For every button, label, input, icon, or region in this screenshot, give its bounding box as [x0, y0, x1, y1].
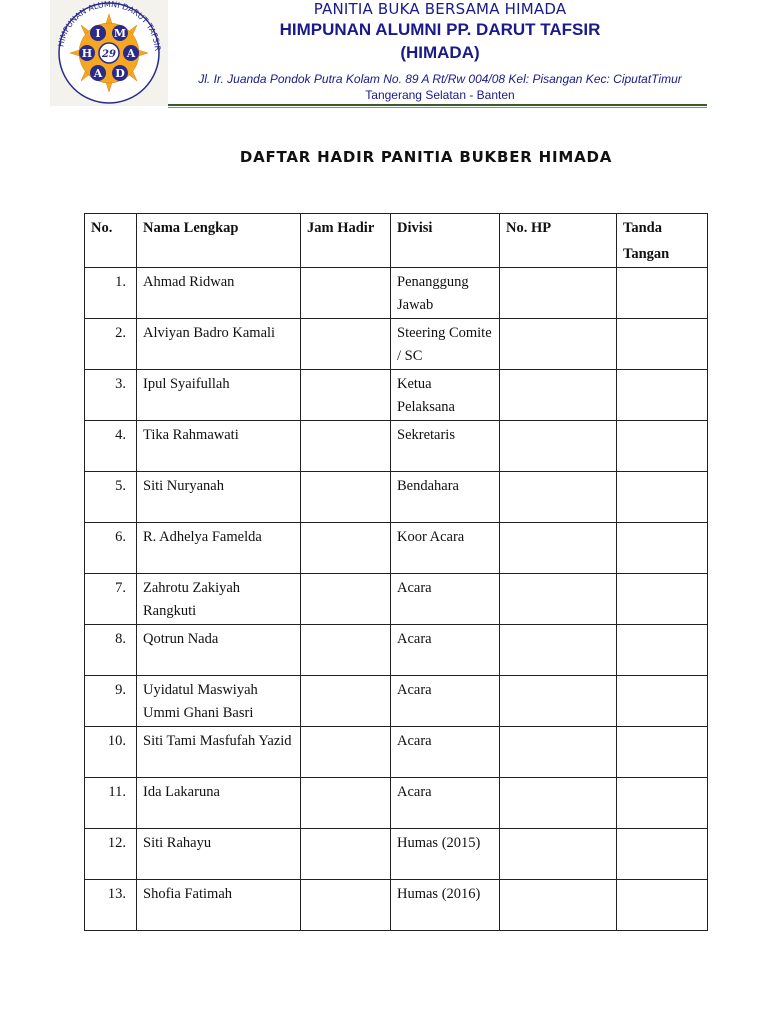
- cell-phone[interactable]: [500, 421, 617, 472]
- cell-no: 5.: [85, 472, 137, 523]
- logo-letter: A: [93, 67, 103, 80]
- cell-division: Ketua Pelaksana: [391, 370, 500, 421]
- cell-name: Uyidatul Maswiyah Ummi Ghani Basri: [137, 676, 301, 727]
- cell-signature[interactable]: [617, 523, 708, 574]
- logo-center-number: 29: [102, 49, 116, 60]
- table-row: [85, 727, 708, 778]
- cell-no: 4.: [85, 421, 137, 472]
- organization-abbreviation: (HIMADA): [400, 43, 480, 62]
- cell-name: R. Adhelya Famelda: [137, 523, 301, 574]
- header-signature: [617, 214, 708, 268]
- cell-phone[interactable]: [500, 829, 617, 880]
- cell-signature[interactable]: [617, 778, 708, 829]
- cell-time[interactable]: [301, 319, 391, 370]
- cell-division: Steering Comite / SC: [391, 319, 500, 370]
- cell-signature[interactable]: [617, 319, 708, 370]
- cell-time[interactable]: [301, 370, 391, 421]
- cell-name: Qotrun Nada: [137, 625, 301, 676]
- attendance-table: [84, 213, 708, 931]
- cell-signature[interactable]: [617, 727, 708, 778]
- table-row: [85, 523, 708, 574]
- cell-name: Ahmad Ridwan: [137, 268, 301, 319]
- cell-phone[interactable]: [500, 472, 617, 523]
- cell-phone[interactable]: [500, 778, 617, 829]
- logo-letter: A: [126, 47, 136, 60]
- cell-phone[interactable]: [500, 880, 617, 931]
- table-row: [85, 472, 708, 523]
- cell-no: 12.: [85, 829, 137, 880]
- cell-phone[interactable]: [500, 676, 617, 727]
- cell-division: Acara: [391, 676, 500, 727]
- cell-name: Ipul Syaifullah: [137, 370, 301, 421]
- cell-division: Humas (2015): [391, 829, 500, 880]
- header-name: Nama Lengkap: [137, 214, 301, 268]
- cell-no: 11.: [85, 778, 137, 829]
- cell-no: 8.: [85, 625, 137, 676]
- table-row: [85, 880, 708, 931]
- cell-name: Siti Nuryanah: [137, 472, 301, 523]
- cell-time[interactable]: [301, 523, 391, 574]
- cell-no: 13.: [85, 880, 137, 931]
- header-division: Divisi: [391, 214, 500, 268]
- header-no: No.: [85, 214, 137, 268]
- cell-name: Ida Lakaruna: [137, 778, 301, 829]
- table-row: [85, 319, 708, 370]
- cell-time[interactable]: [301, 268, 391, 319]
- address-line-1: Jl. Ir. Juanda Pondok Putra Kolam No. 89 A Rt/Rw 004/08 Kel: Pisangan Kec: CiputatTimur: [198, 72, 682, 86]
- cell-name: Tika Rahmawati: [137, 421, 301, 472]
- cell-phone[interactable]: [500, 319, 617, 370]
- cell-phone[interactable]: [500, 523, 617, 574]
- cell-division: Humas (2016): [391, 880, 500, 931]
- table-row: [85, 625, 708, 676]
- header-time: Jam Hadir: [301, 214, 391, 268]
- letterhead-divider-thin: [168, 107, 707, 108]
- cell-phone[interactable]: [500, 268, 617, 319]
- cell-no: 3.: [85, 370, 137, 421]
- cell-no: 6.: [85, 523, 137, 574]
- cell-signature[interactable]: [617, 880, 708, 931]
- committee-name: PANITIA BUKA BERSAMA HIMADA: [313, 0, 567, 18]
- cell-time[interactable]: [301, 829, 391, 880]
- cell-time[interactable]: [301, 574, 391, 625]
- table-header-row: [85, 214, 708, 268]
- header-phone: No. HP: [500, 214, 617, 268]
- cell-division: Koor Acara: [391, 523, 500, 574]
- document-title: DAFTAR HADIR PANITIA BUKBER HIMADA: [239, 148, 613, 166]
- cell-signature[interactable]: [617, 625, 708, 676]
- cell-division: Acara: [391, 625, 500, 676]
- cell-no: 9.: [85, 676, 137, 727]
- table-row: [85, 268, 708, 319]
- logo-letter: D: [115, 67, 125, 80]
- table-row: [85, 421, 708, 472]
- table-row: [85, 778, 708, 829]
- logo-letter: H: [81, 47, 93, 60]
- cell-division: Acara: [391, 727, 500, 778]
- cell-phone[interactable]: [500, 625, 617, 676]
- header-signature-line2: Tangan: [623, 246, 670, 262]
- cell-division: Bendahara: [391, 472, 500, 523]
- cell-time[interactable]: [301, 778, 391, 829]
- cell-no: 2.: [85, 319, 137, 370]
- cell-signature[interactable]: [617, 268, 708, 319]
- logo-letter: M: [113, 27, 127, 40]
- table-row: [85, 676, 708, 727]
- cell-signature[interactable]: [617, 370, 708, 421]
- attendance-table-body: [85, 268, 708, 931]
- cell-no: 10.: [85, 727, 137, 778]
- cell-phone[interactable]: [500, 370, 617, 421]
- letterhead-divider: [168, 104, 707, 106]
- cell-time[interactable]: [301, 880, 391, 931]
- cell-division: Acara: [391, 778, 500, 829]
- cell-signature[interactable]: [617, 574, 708, 625]
- table-row: [85, 829, 708, 880]
- cell-phone[interactable]: [500, 727, 617, 778]
- cell-name: Alviyan Badro Kamali: [137, 319, 301, 370]
- cell-time[interactable]: [301, 421, 391, 472]
- logo-letter: I: [95, 27, 101, 40]
- cell-name: Siti Tami Masfufah Yazid: [137, 727, 301, 778]
- logo-ring-text: HIMPUNAN ALUMNI DARUT TAFSIR: [56, 0, 163, 52]
- cell-division: Acara: [391, 574, 500, 625]
- cell-time[interactable]: [301, 676, 391, 727]
- cell-signature[interactable]: [617, 472, 708, 523]
- table-row: [85, 574, 708, 625]
- cell-time[interactable]: [301, 472, 391, 523]
- cell-division: Sekretaris: [391, 421, 500, 472]
- cell-name: Siti Rahayu: [137, 829, 301, 880]
- address-line-2: Tangerang Selatan - Banten: [365, 88, 515, 102]
- organization-name: HIMPUNAN ALUMNI PP. DARUT TAFSIR: [279, 20, 601, 39]
- cell-time[interactable]: [301, 625, 391, 676]
- cell-signature[interactable]: [617, 829, 708, 880]
- cell-name: Shofia Fatimah: [137, 880, 301, 931]
- table-row: [85, 370, 708, 421]
- cell-division: Penanggung Jawab: [391, 268, 500, 319]
- cell-time[interactable]: [301, 727, 391, 778]
- cell-no: 7.: [85, 574, 137, 625]
- cell-name: Zahrotu Zakiyah Rangkuti: [137, 574, 301, 625]
- header-signature-line1: Tanda: [623, 220, 662, 236]
- cell-signature[interactable]: [617, 421, 708, 472]
- cell-phone[interactable]: [500, 574, 617, 625]
- cell-no: 1.: [85, 268, 137, 319]
- cell-signature[interactable]: [617, 676, 708, 727]
